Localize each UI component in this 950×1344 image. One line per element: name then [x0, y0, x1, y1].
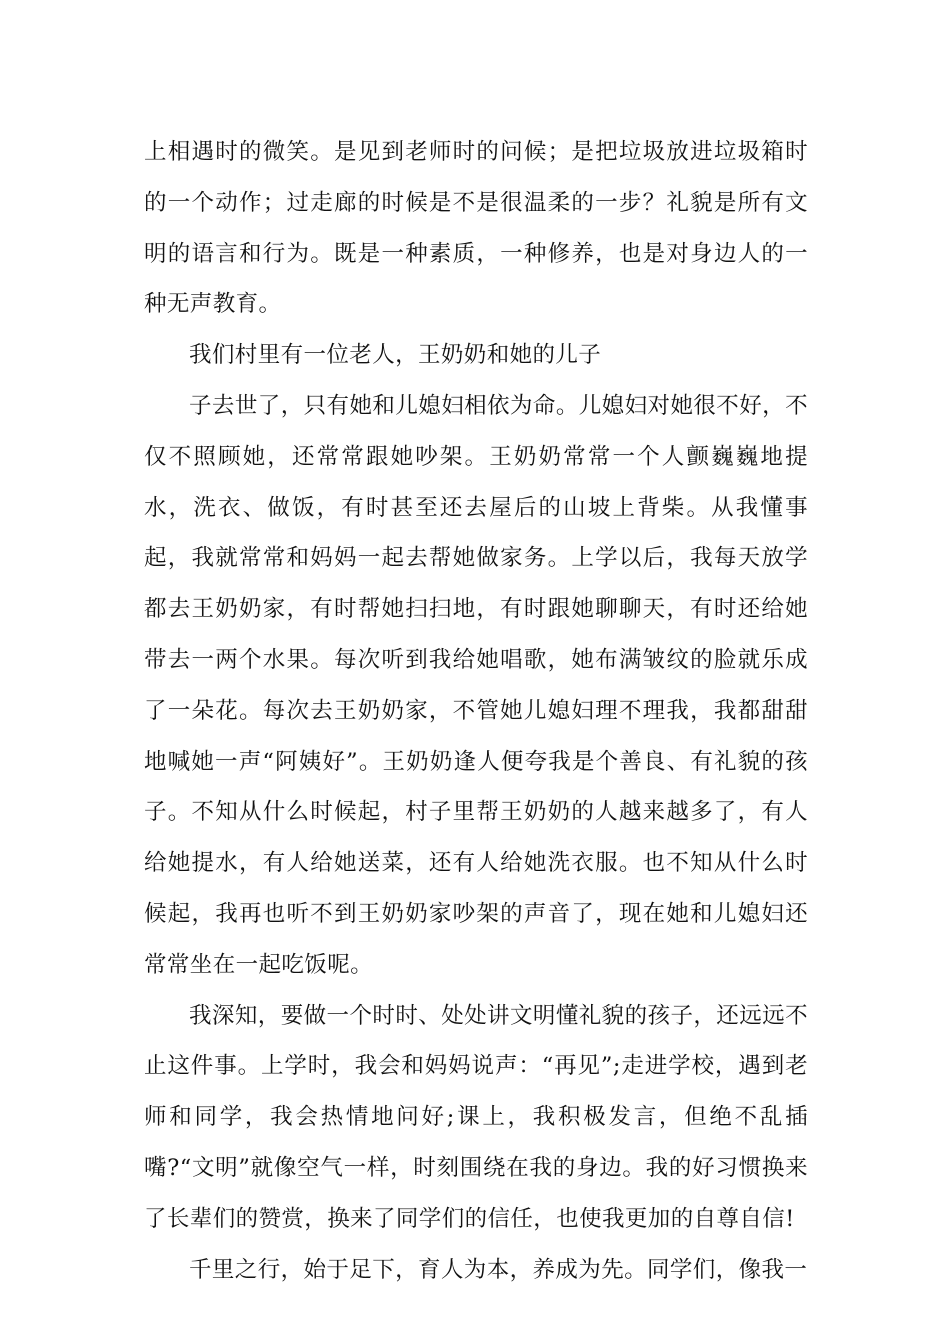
paragraph-courtesy-definition: 上相遇时的微笑。是见到老师时的问候；是把垃圾放进垃圾箱时的一个动作；过走廊的时候是不是很温柔的一步？礼貌是所有文明的语言和行为。既是一种素质，一种修养，也是对身边人的一种无声教育。: [144, 139, 808, 318]
paragraph-village-intro: 我们村里有一位老人，王奶奶和她的儿子: [189, 342, 602, 369]
paragraph-daily-manners: 我深知，要做一个时时、处处讲文明懂礼貌的孩子，还远远不止这件事。上学时，我会和妈妈说声：“再见”;走进学校，遇到老师和同学，我会热情地问好;课上，我积极发言，但绝不乱插嘴?“文明”就像空气一样，时刻围绕在我的身边。我的好习惯换来了长辈们的赞赏，换来了同学们的信任，也使我更加的自尊自信!: [144, 1002, 808, 1232]
paragraph-closing: 千里之行，始于足下，育人为本，养成为先。同学们，像我一: [189, 1256, 808, 1283]
paragraph-grandma-wang-story: 子去世了，只有她和儿媳妇相依为命。儿媳妇对她很不好，不仅不照顾她，还常常跟她吵架。王奶奶常常一个人颤巍巍地提水，洗衣、做饭，有时甚至还去屋后的山坡上背柴。从我懂事起，我就常常和妈妈一起去帮她做家务。上学以后，我每天放学都去王奶奶家，有时帮她扫扫地，有时跟她聊聊天，有时还给她带去一两个水果。每次听到我给她唱歌，她布满皱纹的脸就乐成了一朵花。每次去王奶奶家，不管她儿媳妇理不理我，我都甜甜地喊她一声“阿姨好”。王奶奶逢人便夸我是个善良、有礼貌的孩子。不知从什么时候起，村子里帮王奶奶的人越来越多了，有人给她提水，有人给她送菜，还有人给她洗衣服。也不知从什么时候起，我再也听不到王奶奶家吵架的声音了，现在她和儿媳妇还常常坐在一起吃饭呢。: [144, 392, 808, 978]
body-text: [144, 127, 808, 1295]
